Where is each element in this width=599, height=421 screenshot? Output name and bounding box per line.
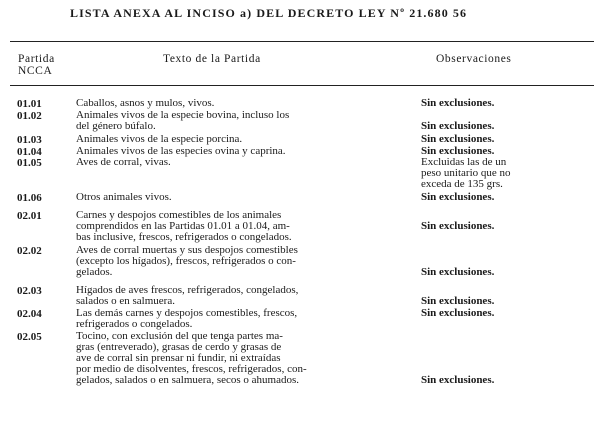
partida-code: 02.02: [17, 245, 42, 257]
partida-code: 01.06: [17, 192, 42, 204]
document-title: LISTA ANEXA AL INCISO a) DEL DECRETO LEY Nº 21.680 56: [70, 6, 468, 20]
partida-text: [76, 245, 406, 278]
partida-text: [76, 157, 406, 168]
partida-text: [76, 285, 406, 307]
observation-line: [421, 342, 593, 353]
observation-line: [421, 353, 593, 364]
partida-text: [76, 210, 406, 243]
observation-line: Sin exclusiones.: [421, 374, 495, 386]
partida-text-line: por medio de disolventes, frescos, refrigerados, con-: [76, 363, 307, 375]
partida-code: 01.04: [17, 146, 42, 158]
observation-line: exceda de 135 grs.: [421, 178, 503, 190]
observation-line: Sin exclusiones.: [421, 307, 495, 319]
header-code-line2: NCCA: [18, 65, 53, 77]
observation: [421, 134, 593, 145]
partida-text: [76, 98, 406, 109]
partida-code: 01.05: [17, 157, 42, 169]
observation-line: Sin exclusiones.: [421, 133, 495, 145]
partida-text: [76, 192, 406, 203]
observation-line: [421, 331, 593, 342]
partida-text-line: comprendidos en las Partidas 01.01 a 01.04, am-: [76, 220, 290, 232]
header-code-line1: Partida: [18, 53, 55, 65]
observation: [421, 210, 593, 232]
partida-text-line: gelados.: [76, 266, 113, 278]
observation: [421, 308, 593, 319]
partida-code: 01.01: [17, 98, 42, 110]
partida-code: 01.03: [17, 134, 42, 146]
observation-line: [421, 245, 593, 256]
header-text: Texto de la Partida: [163, 53, 261, 65]
partida-text-line: gras (entreverado), grasas de cerdo y grasas de: [76, 341, 282, 353]
partida-text-line: Aves de corral muertas y sus despojos comestibles: [76, 244, 298, 256]
header-observations: Observaciones: [436, 53, 512, 65]
partida-text-line: (excepto los hígados), frescos, refrigerados o con-: [76, 255, 296, 267]
observation-line: Sin exclusiones.: [421, 191, 495, 203]
observation: [421, 245, 593, 278]
observation-line: Sin exclusiones.: [421, 295, 495, 307]
partida-text: [76, 134, 406, 145]
partida-text-line: Animales vivos de las especies ovina y caprina.: [76, 145, 286, 157]
observation-line: Sin exclusiones.: [421, 97, 495, 109]
observation-line: Sin exclusiones.: [421, 145, 495, 157]
partida-code: 02.03: [17, 285, 42, 297]
partida-text: [76, 110, 406, 132]
partida-text-line: Carnes y despojos comestibles de los animales: [76, 209, 282, 221]
partida-text-line: gelados, salados o en salmuera, secos o ahumados.: [76, 374, 299, 386]
header-rule: [10, 41, 594, 42]
observation: [421, 98, 593, 109]
partida-code: 02.04: [17, 308, 42, 320]
partida-text-line: salados o en salmuera.: [76, 295, 175, 307]
partida-text: [76, 331, 406, 386]
partida-text-line: del género búfalo.: [76, 120, 156, 132]
partida-code: 02.01: [17, 210, 42, 222]
observation: [421, 331, 593, 386]
observation-line: Sin exclusiones.: [421, 220, 495, 232]
observation: [421, 110, 593, 132]
partida-text-line: bas inclusive, frescos, refrigerados o congelados.: [76, 231, 292, 243]
partida-text-line: ave de corral sin prensar ni fundir, ni extraídas: [76, 352, 281, 364]
partida-text-line: Aves de corral, vivas.: [76, 156, 171, 168]
column-rule: [10, 85, 594, 86]
partida-text-line: refrigerados o congelados.: [76, 318, 193, 330]
partida-code: 02.05: [17, 331, 42, 343]
observation: [421, 285, 593, 307]
partida-text-line: Las demás carnes y despojos comestibles, frescos,: [76, 307, 298, 319]
observation-line: Sin exclusiones.: [421, 266, 495, 278]
partida-text: [76, 308, 406, 330]
partida-text-line: Animales vivos de la especie porcina.: [76, 133, 243, 145]
observation: [421, 157, 593, 190]
observation-line: peso unitario que no: [421, 167, 511, 179]
partida-text-line: Otros animales vivos.: [76, 191, 172, 203]
observation-line: Sin exclusiones.: [421, 120, 495, 132]
partida-code: 01.02: [17, 110, 42, 122]
partida-text-line: Tocino, con exclusión del que tenga partes ma-: [76, 330, 283, 342]
observation: [421, 192, 593, 203]
partida-text-line: Caballos, asnos y mulos, vivos.: [76, 97, 215, 109]
partida-text-line: Animales vivos de la especie bovina, incluso los: [76, 109, 290, 121]
partida-text-line: Hígados de aves frescos, refrigerados, congelados,: [76, 284, 299, 296]
observation-line: Excluidas las de un: [421, 156, 507, 168]
